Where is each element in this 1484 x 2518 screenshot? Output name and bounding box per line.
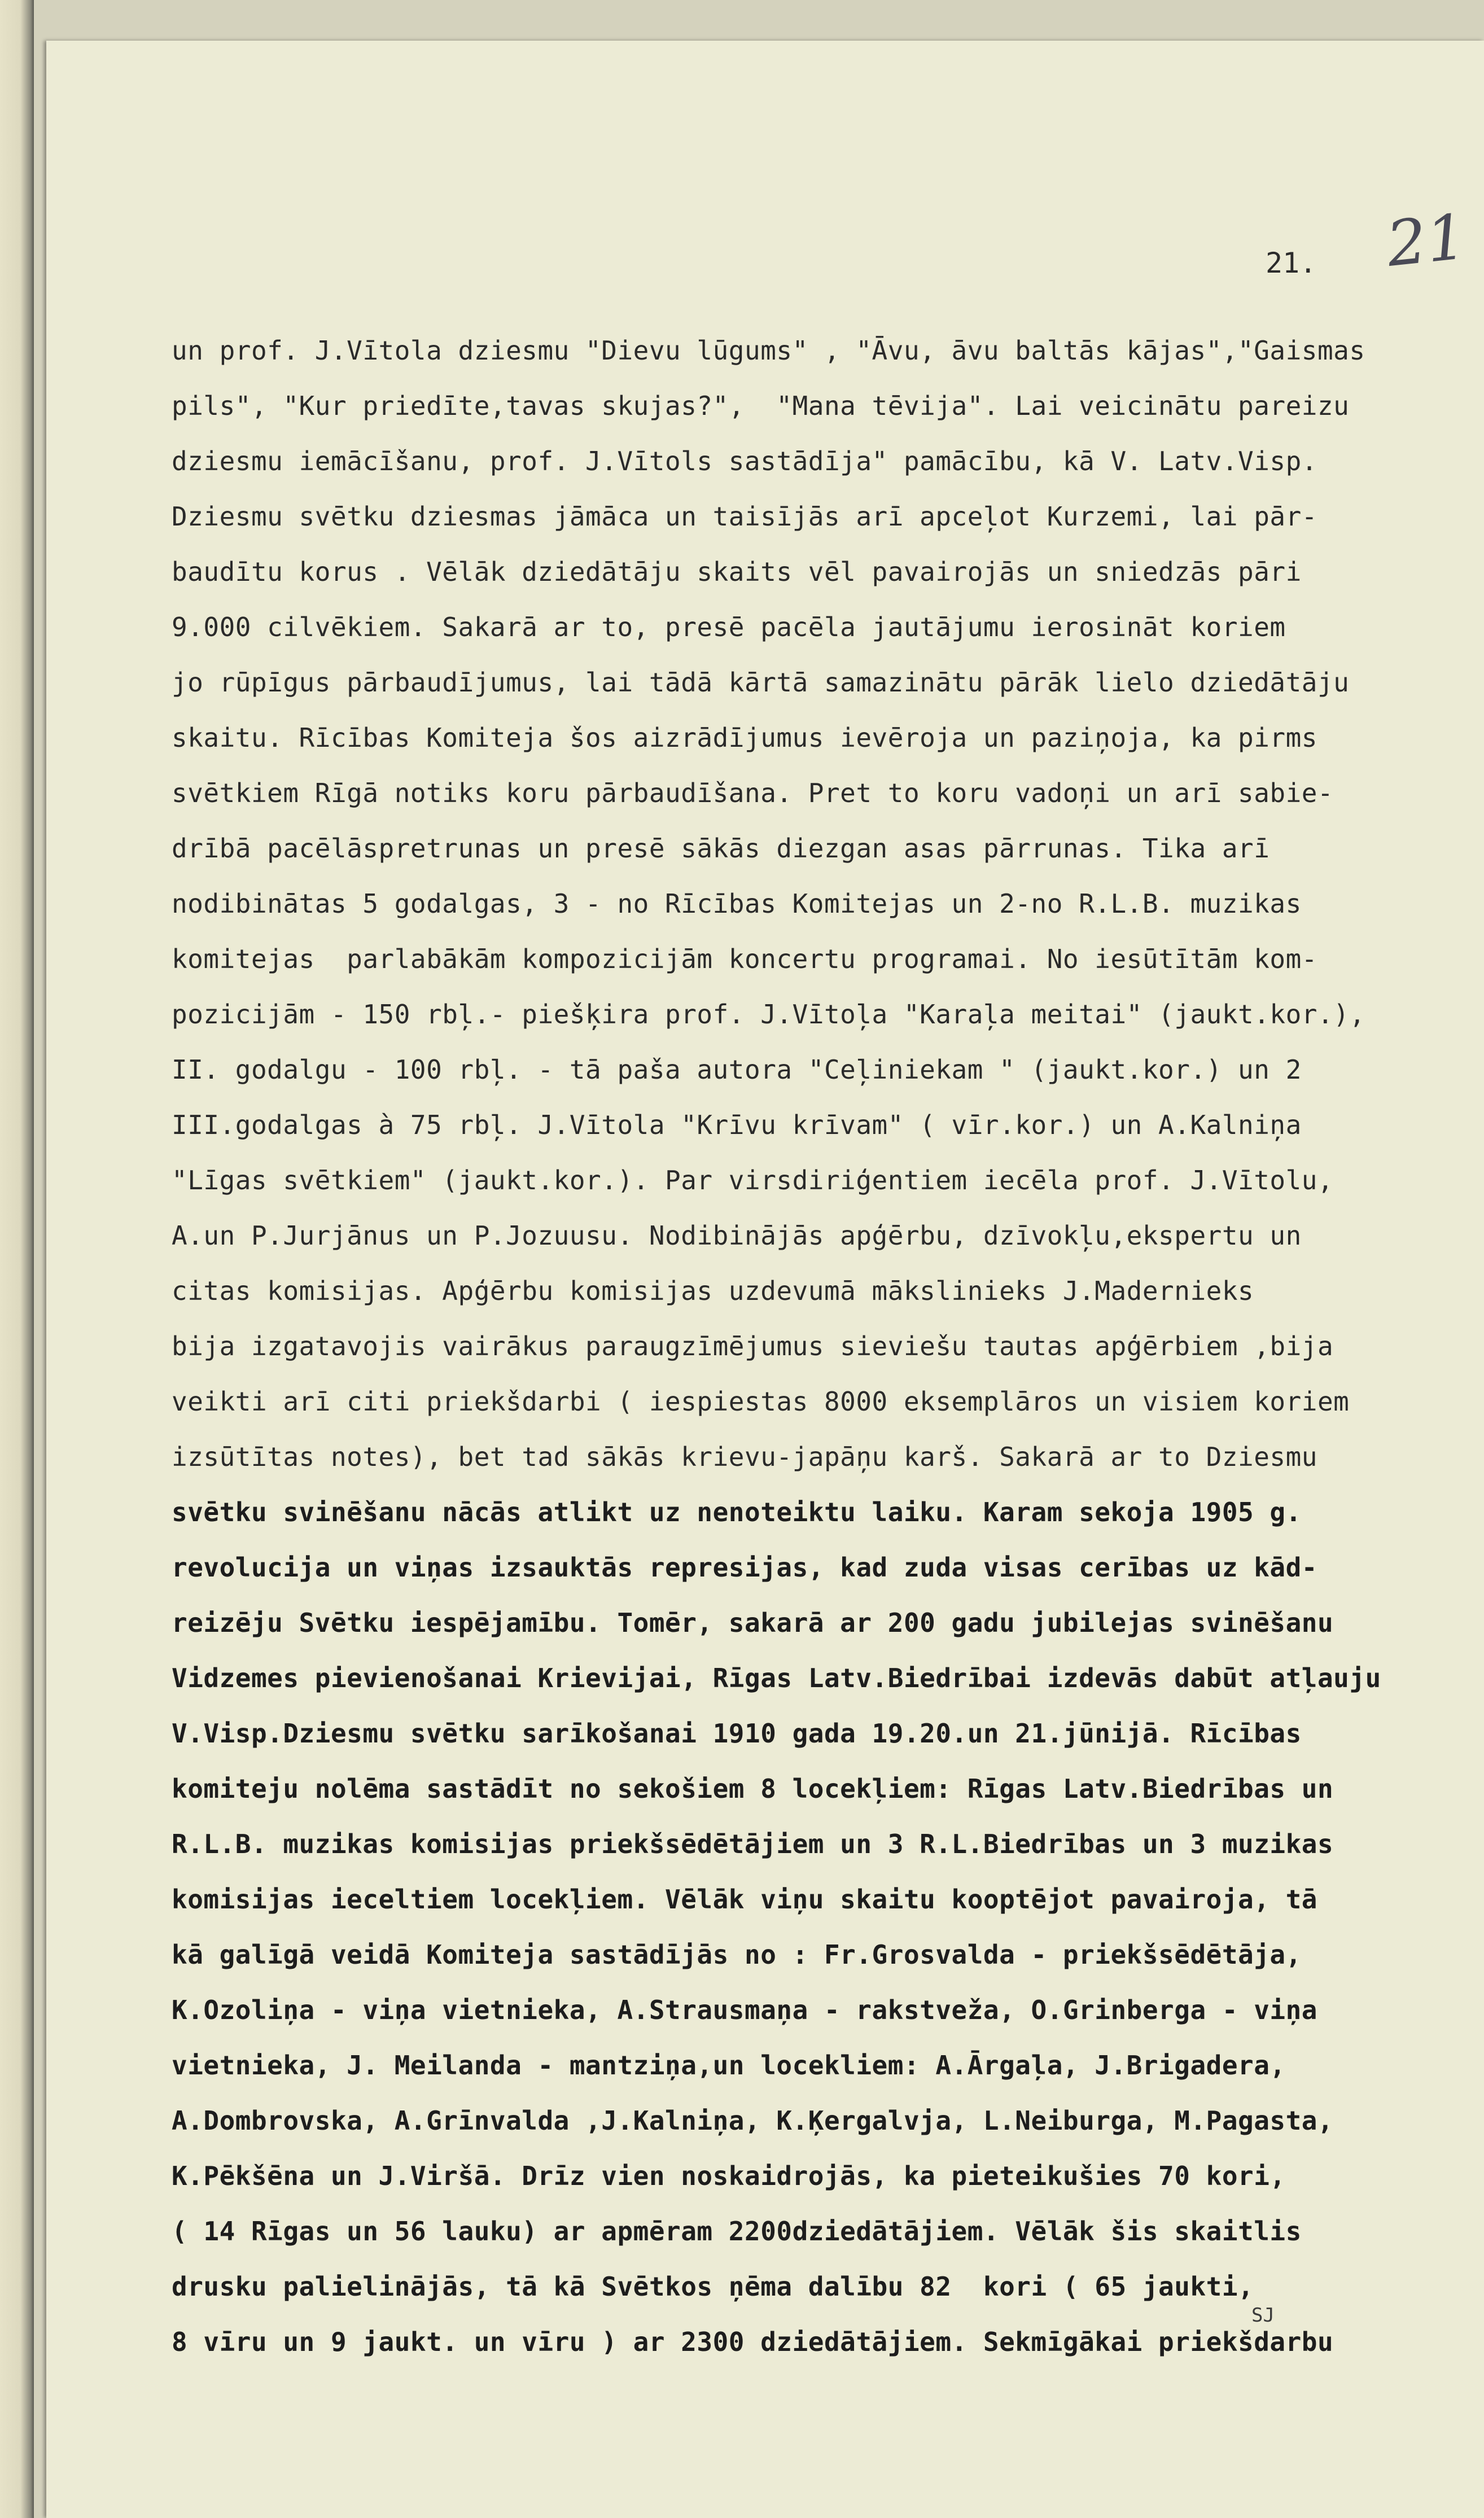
text-line: R.L.B. muzikas komisijas priekšsēdētājiem un 3 R.L.Biedrības un 3 muzikas	[172, 1829, 1334, 1859]
text-line: kā galīgā veidā Komiteja sastādījās no : Fr.Grosvalda - priekšsēdētāja,	[172, 1939, 1302, 1970]
text-line: baudītu korus . Vēlāk dziedātāju skaits vēl pavairojās un sniedzās pāri	[172, 557, 1302, 587]
text-line: komisijas ieceltiem locekļiem. Vēlāk viņu skaitu kooptējot pavairoja, tā	[172, 1884, 1317, 1915]
text-line: II. godalgu - 100 rbļ. - tā paša autora "Ceļiniekam " (jaukt.kor.) un 2	[172, 1054, 1302, 1085]
text-line: jo rūpīgus pārbaudījumus, lai tādā kārtā samazinātu pārāk lielo dziedātāju	[172, 667, 1350, 698]
text-line: pozicijām - 150 rbļ.- piešķira prof. J.Vītoļa "Karaļa meitai" (jaukt.kor.),	[172, 999, 1365, 1030]
text-line: K.Ozoliņa - viņa vietnieka, A.Strausmaņa - rakstveža, O.Grinberga - viņa	[172, 1995, 1317, 2025]
text-line: ( 14 Rīgas un 56 lauku) ar apmēram 2200dziedātājiem. Vēlāk šis skaitlis	[172, 2216, 1302, 2247]
text-line: izsūtītas notes), bet tad sākās krievu-japāņu karš. Sakarā ar to Dziesmu	[172, 1442, 1317, 1472]
text-line: nodibinātas 5 godalgas, 3 - no Rīcības Komitejas un 2-no R.L.B. muzikas	[172, 888, 1302, 919]
text-line: III.godalgas à 75 rbļ. J.Vītola "Krīvu krīvam" ( vīr.kor.) un A.Kalniņa	[172, 1110, 1302, 1140]
text-line: Dziesmu svētku dziesmas jāmāca un taisījās arī apceļot Kurzemi, lai pār-	[172, 501, 1317, 532]
text-line: reizēju Svētku iespējamību. Tomēr, sakarā ar 200 gadu jubilejas svinēšanu	[172, 1608, 1334, 1638]
text-line: drusku palielinājās, tā kā Svētkos ņēma dalību 82 kori ( 65 jaukti,	[172, 2271, 1254, 2302]
text-line: bija izgatavojis vairākus paraugzīmējumus sieviešu tautas apģērbiem ,bija	[172, 1331, 1334, 1361]
text-line: pils", "Kur priedīte,tavas skujas?", "Mana tēvija". Lai veicinātu pareizu	[172, 391, 1350, 421]
text-line: svētku svinēšanu nācās atlikt uz nenoteiktu laiku. Karam sekoja 1905 g.	[172, 1497, 1302, 1527]
handwritten-page-number: 21	[1383, 200, 1470, 281]
text-line: komitejas parlabākām kompozicijām koncertu programai. No iesūtītām kom-	[172, 944, 1317, 974]
text-line: "Līgas svētkiem" (jaukt.kor.). Par virsdiriģentiem iecēla prof. J.Vītolu,	[172, 1165, 1334, 1195]
text-line: V.Visp.Dziesmu svētku sarīkošanai 1910 gada 19.20.un 21.jūnijā. Rīcības	[172, 1718, 1302, 1749]
text-line: drībā pacēlāspretrunas un presē sākās diezgan asas pārrunas. Tika arī	[172, 833, 1270, 864]
binding-edge	[0, 0, 34, 2518]
page-number: 21.	[1266, 247, 1317, 279]
text-line: veikti arī citi priekšdarbi ( iespiestas 8000 eksemplāros un visiem koriem	[172, 1386, 1350, 1417]
text-line: A.un P.Jurjānus un P.Jozuusu. Nodibinājās apģērbu, dzīvokļu,ekspertu un	[172, 1220, 1302, 1251]
text-line: un prof. J.Vītola dziesmu "Dievu lūgums" , "Āvu, āvu baltās kājas","Gaismas	[172, 335, 1365, 366]
text-line: vietnieka, J. Meilanda - mantziņa,un locekliem: A.Ārgaļa, J.Brigadera,	[172, 2050, 1286, 2081]
margin-note: SJ	[1251, 2304, 1275, 2327]
text-line: svētkiem Rīgā notiks koru pārbaudīšana. Pret to koru vadoņi un arī sabie-	[172, 778, 1334, 808]
text-line: citas komisijas. Apģērbu komisijas uzdevumā mākslinieks J.Madernieks	[172, 1276, 1254, 1306]
text-line: Vidzemes pievienošanai Krievijai, Rīgas Latv.Biedrībai izdevās dabūt atļauju	[172, 1663, 1381, 1693]
document-page	[46, 41, 1484, 2518]
text-line: skaitu. Rīcības Komiteja šos aizrādījumus ievēroja un paziņoja, ka pirms	[172, 722, 1317, 753]
text-line: komiteju nolēma sastādīt no sekošiem 8 locekļiem: Rīgas Latv.Biedrības un	[172, 1773, 1334, 1804]
text-line: 9.000 cilvēkiem. Sakarā ar to, presē pacēla jautājumu ierosināt koriem	[172, 612, 1286, 642]
text-line: A.Dombrovska, A.Grīnvalda ,J.Kalniņa, K.Ķergalvja, L.Neiburga, M.Pagasta,	[172, 2105, 1334, 2136]
text-line: K.Pēkšēna un J.Viršā. Drīz vien noskaidrojās, ka pieteikušies 70 kori,	[172, 2161, 1286, 2191]
text-line: 8 vīru un 9 jaukt. un vīru ) ar 2300 dziedātājiem. Sekmīgākai priekšdarbu	[172, 2327, 1334, 2357]
text-line: dziesmu iemācīšanu, prof. J.Vītols sastādīja" pamācību, kā V. Latv.Visp.	[172, 446, 1317, 476]
text-line: revolucija un viņas izsauktās represijas, kad zuda visas cerības uz kād-	[172, 1552, 1317, 1583]
body-text	[172, 323, 1481, 2370]
